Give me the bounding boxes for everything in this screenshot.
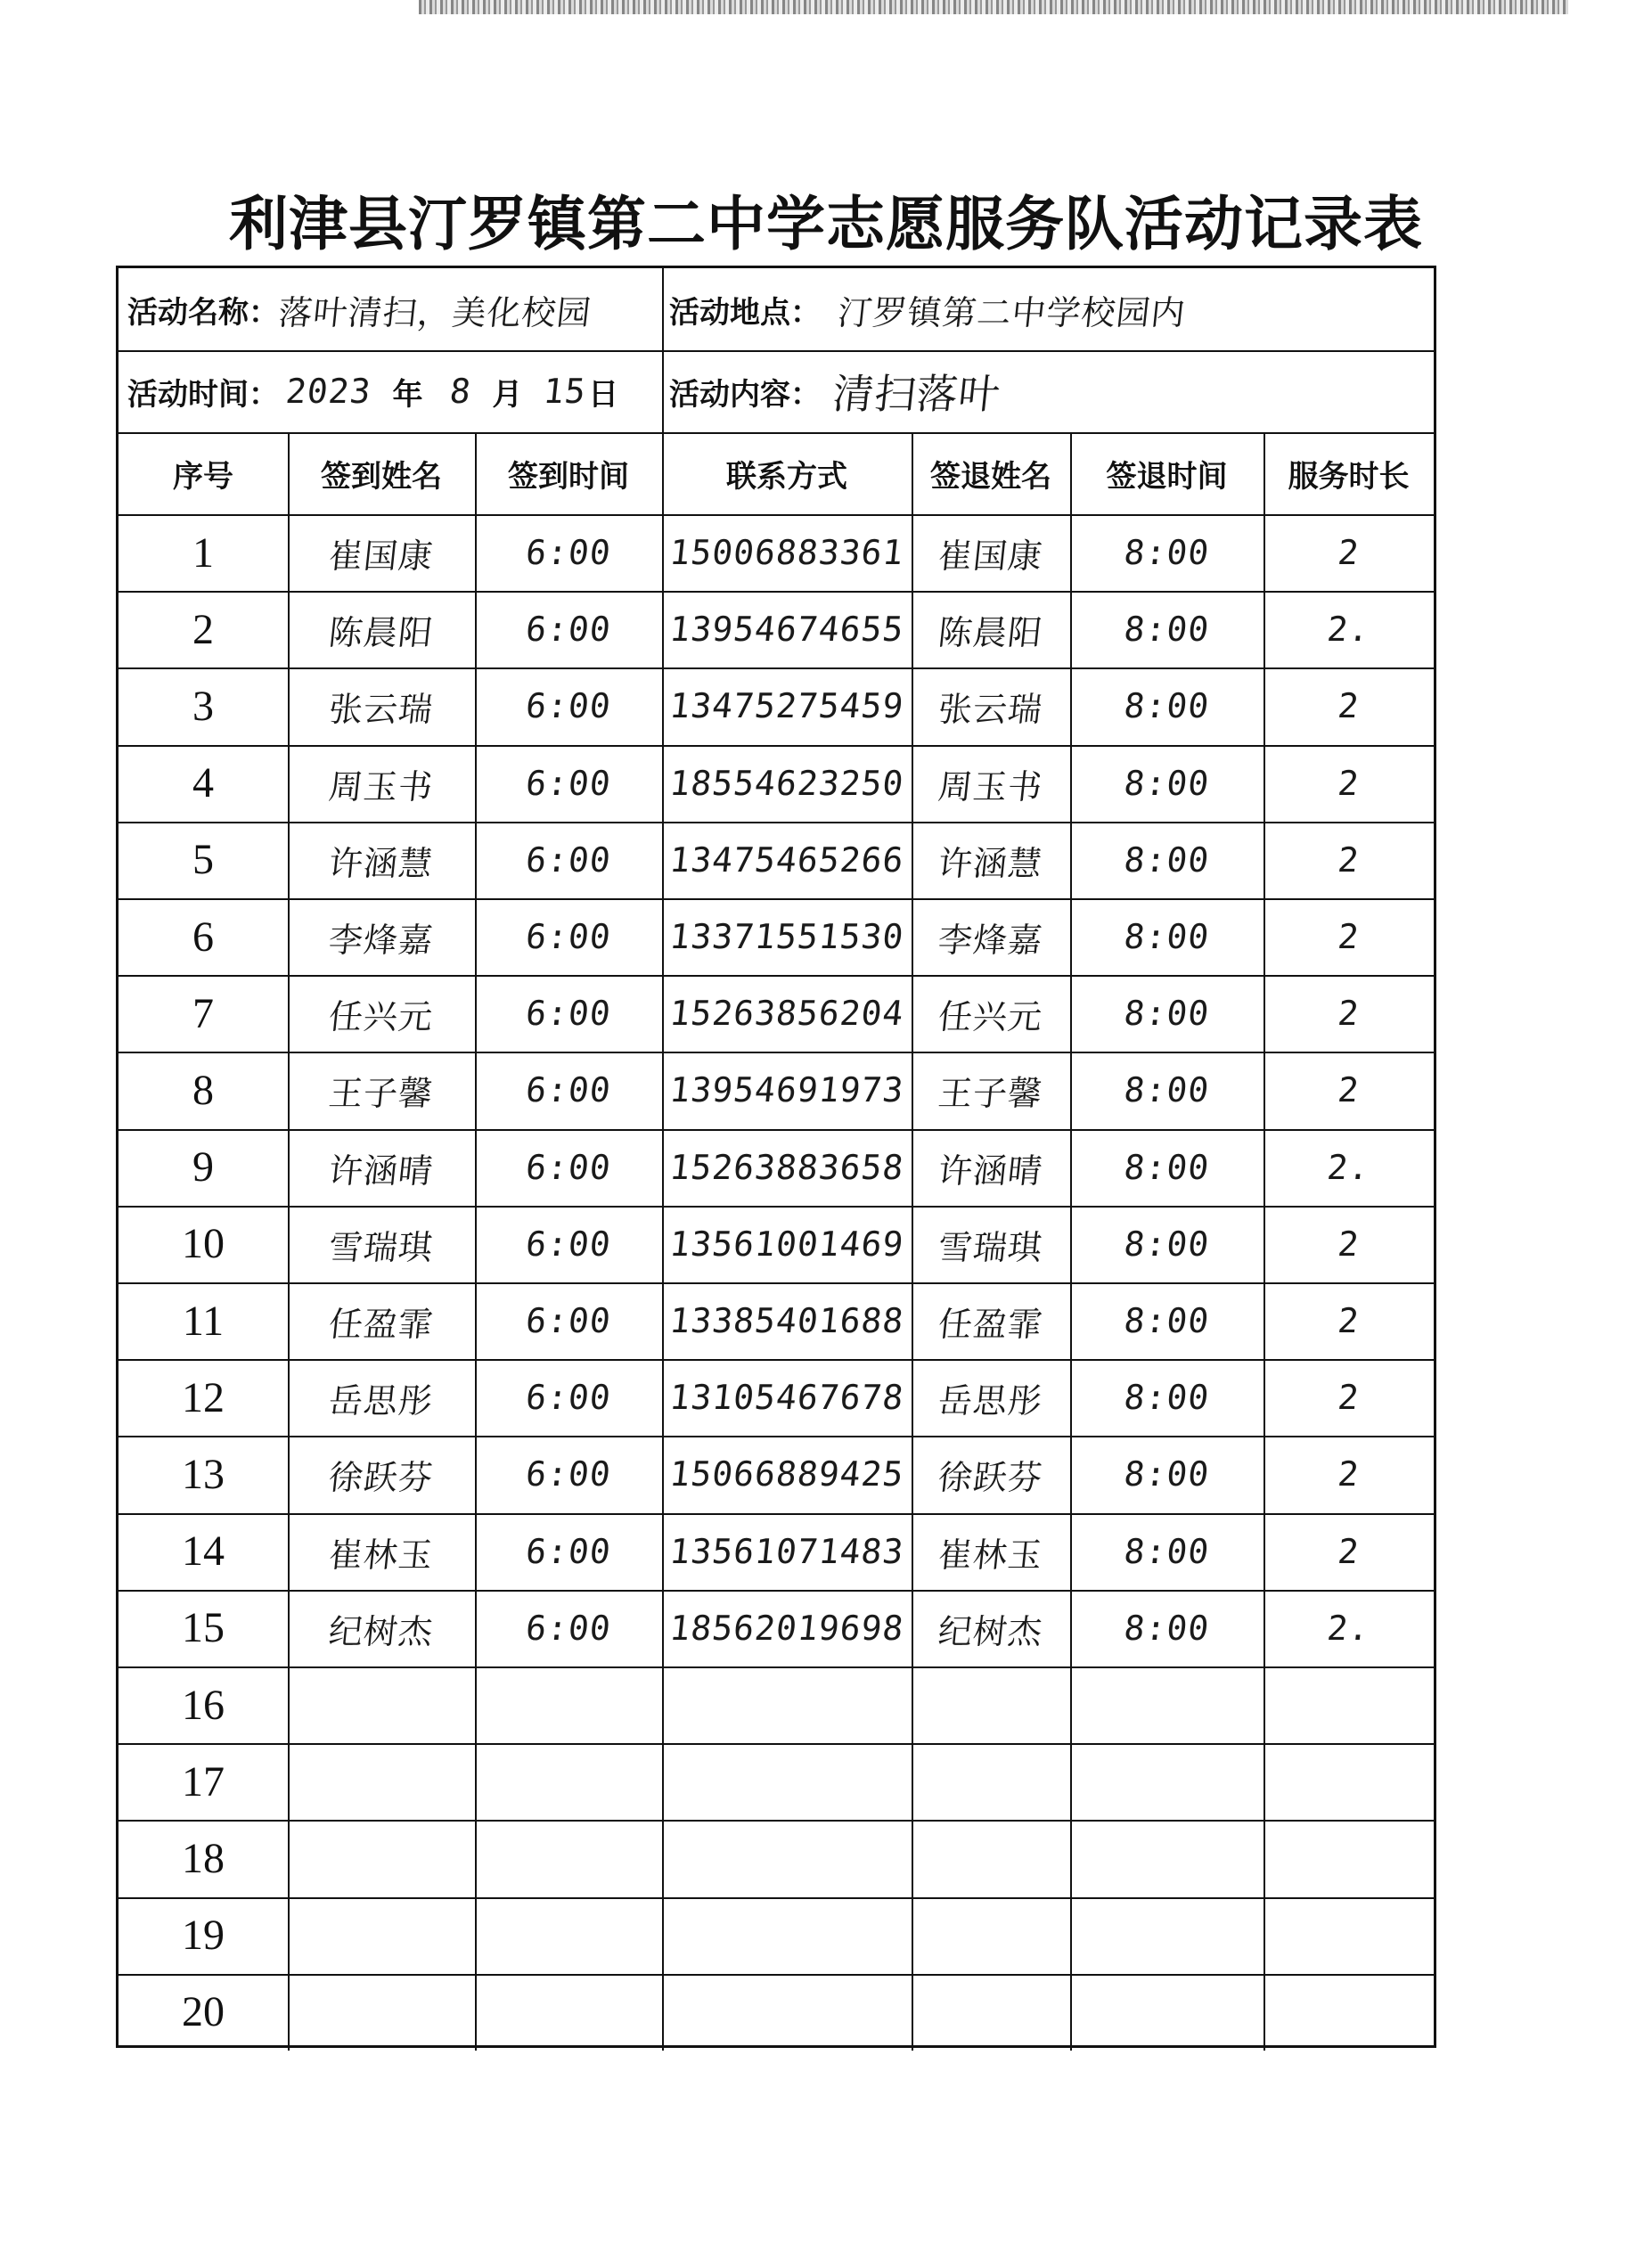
cell-sign-out-time: 8:00 bbox=[1122, 1454, 1212, 1494]
cell-service-hours: 2. bbox=[1325, 1147, 1372, 1187]
activity-name-value: 落叶清扫，美化校园 bbox=[276, 292, 593, 332]
cell-sign-in-time: 6:00 bbox=[523, 839, 614, 880]
activity-content-label: 活动内容： bbox=[669, 376, 821, 413]
cell-sign-out-name: 崔国康 bbox=[936, 536, 1045, 576]
cell-row-number: 12 bbox=[182, 1373, 225, 1421]
cell-sign-in-time: 6:00 bbox=[523, 1454, 614, 1494]
cell-row-number: 9 bbox=[192, 1143, 214, 1191]
cell-contact: 18554623250 bbox=[667, 763, 906, 803]
cell-sign-in-time: 6:00 bbox=[523, 1608, 614, 1648]
cell-sign-out-time: 8:00 bbox=[1122, 1147, 1212, 1187]
cell-sign-in-time: 6:00 bbox=[523, 610, 614, 650]
cell-contact: 15066889425 bbox=[667, 1454, 906, 1494]
cell-contact: 13105467678 bbox=[667, 1378, 906, 1418]
table-row bbox=[119, 745, 1434, 822]
cell-contact bbox=[658, 1820, 915, 1896]
cell-row-number: 17 bbox=[182, 1757, 225, 1806]
month-unit: 月 bbox=[492, 376, 523, 413]
table-row bbox=[119, 1206, 1434, 1282]
cell-sign-out-time bbox=[1066, 1820, 1267, 1896]
cell-row-number: 7 bbox=[192, 989, 214, 1037]
cell-contact: 13954691973 bbox=[667, 1070, 906, 1110]
cell-sign-in-name: 王子馨 bbox=[326, 1073, 436, 1113]
column-header-sign-in-time: 签到时间 bbox=[508, 458, 629, 495]
cell-row-number: 4 bbox=[192, 759, 214, 807]
cell-service-hours: 2 bbox=[1336, 763, 1362, 803]
table-row bbox=[119, 822, 1434, 898]
cell-row-number: 8 bbox=[192, 1066, 214, 1114]
cell-contact: 13371551530 bbox=[667, 917, 906, 957]
cell-sign-out-time: 8:00 bbox=[1122, 1301, 1212, 1341]
cell-service-hours: 2 bbox=[1336, 1224, 1362, 1264]
cell-sign-in-time: 6:00 bbox=[523, 1147, 614, 1187]
table-row bbox=[119, 1666, 1434, 1743]
cell-contact bbox=[658, 1666, 915, 1743]
cell-sign-out-time bbox=[1066, 1743, 1267, 1820]
cell-sign-in-name: 雪瑞琪 bbox=[326, 1227, 436, 1267]
cell-service-hours: 2 bbox=[1336, 1378, 1362, 1418]
page-title: 利津县汀罗镇第二中学志愿服务队活动记录表 bbox=[229, 190, 1423, 258]
table-row bbox=[119, 667, 1434, 744]
activity-location-label: 活动地点： bbox=[669, 294, 821, 331]
cell-service-hours: 2 bbox=[1336, 1454, 1362, 1494]
cell-sign-out-name: 许涵晴 bbox=[936, 1150, 1045, 1191]
activity-name-field bbox=[127, 268, 662, 350]
activity-location-field bbox=[669, 268, 1435, 350]
cell-sign-in-time: 6:00 bbox=[523, 1378, 614, 1418]
day-unit: 日 bbox=[588, 376, 619, 413]
activity-content-field bbox=[669, 350, 1435, 432]
activity-time-field bbox=[127, 350, 662, 432]
cell-row-number: 6 bbox=[192, 913, 214, 961]
cell-sign-in-name bbox=[283, 1897, 478, 1974]
cell-sign-in-time: 6:00 bbox=[523, 1224, 614, 1264]
cell-row-number: 2 bbox=[192, 605, 214, 653]
cell-service-hours: 2 bbox=[1336, 839, 1362, 880]
cell-service-hours: 2 bbox=[1336, 686, 1362, 726]
cell-sign-in-name: 任盈霏 bbox=[326, 1304, 436, 1344]
cell-sign-out-time: 8:00 bbox=[1122, 533, 1212, 573]
cell-row-number: 10 bbox=[182, 1220, 225, 1268]
cell-sign-out-name: 徐跃芬 bbox=[936, 1457, 1045, 1497]
cell-sign-out-name: 陈晨阳 bbox=[936, 612, 1045, 652]
activity-year-value: 2023 bbox=[283, 372, 373, 411]
table-row bbox=[119, 1820, 1434, 1896]
cell-sign-in-time bbox=[470, 1743, 666, 1820]
cell-sign-out-time: 8:00 bbox=[1122, 1378, 1212, 1418]
cell-contact: 13385401688 bbox=[667, 1301, 906, 1341]
cell-service-hours: 2 bbox=[1336, 533, 1362, 573]
cell-sign-out-time bbox=[1066, 1897, 1267, 1974]
table-row bbox=[119, 1974, 1434, 2051]
activity-record-table bbox=[116, 266, 1436, 2048]
table-row bbox=[119, 1897, 1434, 1974]
cell-sign-out-time: 8:00 bbox=[1122, 1608, 1212, 1648]
cell-sign-in-time: 6:00 bbox=[523, 686, 614, 726]
cell-sign-in-time bbox=[470, 1897, 666, 1974]
table-row bbox=[119, 1743, 1434, 1820]
table-row bbox=[119, 898, 1434, 975]
cell-service-hours bbox=[1259, 1743, 1437, 1820]
column-header-contact: 联系方式 bbox=[726, 458, 847, 495]
cell-service-hours: 2. bbox=[1325, 610, 1372, 650]
cell-row-number: 13 bbox=[182, 1450, 225, 1498]
cell-sign-out-time bbox=[1066, 1974, 1267, 2051]
activity-time-label: 活动时间： bbox=[127, 376, 279, 413]
cell-contact: 13561071483 bbox=[667, 1531, 906, 1571]
cell-sign-out-time: 8:00 bbox=[1122, 1070, 1212, 1110]
cell-sign-out-time: 8:00 bbox=[1122, 1531, 1212, 1571]
cell-service-hours: 2 bbox=[1336, 1301, 1362, 1341]
cell-sign-in-name: 岳思彤 bbox=[326, 1380, 436, 1421]
cell-row-number: 14 bbox=[182, 1527, 225, 1576]
year-unit: 年 bbox=[392, 376, 423, 413]
cell-sign-in-name: 许涵慧 bbox=[326, 843, 436, 883]
activity-month-value: 8 bbox=[447, 372, 473, 411]
cell-contact: 18562019698 bbox=[667, 1608, 906, 1648]
cell-service-hours: 2 bbox=[1336, 994, 1362, 1034]
column-header-row-number: 序号 bbox=[173, 458, 233, 495]
cell-sign-in-name: 陈晨阳 bbox=[326, 612, 436, 652]
cell-row-number: 18 bbox=[182, 1834, 225, 1882]
activity-location-value: 汀罗镇第二中学校园内 bbox=[836, 292, 1188, 332]
cell-contact: 13954674655 bbox=[667, 610, 906, 650]
cell-sign-out-name: 任盈霏 bbox=[936, 1304, 1045, 1344]
cell-sign-in-name: 任兴元 bbox=[326, 996, 436, 1036]
cell-service-hours: 2 bbox=[1336, 1070, 1362, 1110]
column-header-service-hours: 服务时长 bbox=[1288, 458, 1410, 495]
table-row bbox=[119, 1282, 1434, 1359]
cell-service-hours: 2. bbox=[1325, 1608, 1372, 1648]
cell-sign-in-name bbox=[283, 1743, 478, 1820]
cell-sign-in-time: 6:00 bbox=[523, 917, 614, 957]
cell-sign-out-name bbox=[907, 1666, 1074, 1743]
cell-sign-in-time: 6:00 bbox=[523, 1301, 614, 1341]
scan-edge-artifact bbox=[419, 0, 1568, 14]
cell-sign-in-name bbox=[283, 1820, 478, 1896]
cell-sign-out-name bbox=[907, 1820, 1074, 1896]
cell-sign-in-name: 崔林玉 bbox=[326, 1535, 436, 1575]
cell-contact: 13561001469 bbox=[667, 1224, 906, 1264]
cell-service-hours bbox=[1259, 1974, 1437, 2051]
cell-sign-out-time: 8:00 bbox=[1122, 686, 1212, 726]
cell-sign-in-time: 6:00 bbox=[523, 1531, 614, 1571]
cell-sign-in-time: 6:00 bbox=[523, 994, 614, 1034]
cell-contact bbox=[658, 1897, 915, 1974]
cell-service-hours bbox=[1259, 1897, 1437, 1974]
cell-sign-out-time: 8:00 bbox=[1122, 763, 1212, 803]
cell-sign-out-name: 许涵慧 bbox=[936, 843, 1045, 883]
cell-sign-in-name: 张云瑞 bbox=[326, 689, 436, 729]
cell-contact bbox=[658, 1743, 915, 1820]
cell-service-hours: 2 bbox=[1336, 1531, 1362, 1571]
cell-sign-in-time: 6:00 bbox=[523, 533, 614, 573]
table-row bbox=[119, 1513, 1434, 1590]
table-row bbox=[119, 1436, 1434, 1512]
cell-row-number: 11 bbox=[182, 1297, 225, 1345]
column-header-sign-out-time: 签退时间 bbox=[1106, 458, 1228, 495]
cell-contact: 15263856204 bbox=[667, 994, 906, 1034]
cell-sign-out-time: 8:00 bbox=[1122, 839, 1212, 880]
table-row bbox=[119, 1052, 1434, 1128]
cell-sign-in-name bbox=[283, 1666, 478, 1743]
table-row bbox=[119, 1359, 1434, 1436]
cell-sign-out-time: 8:00 bbox=[1122, 917, 1212, 957]
cell-sign-out-name: 李烽嘉 bbox=[936, 920, 1045, 960]
activity-content-value: 清扫落叶 bbox=[830, 370, 1003, 418]
cell-sign-out-time bbox=[1066, 1666, 1267, 1743]
table-row bbox=[119, 514, 1434, 591]
cell-sign-out-time: 8:00 bbox=[1122, 610, 1212, 650]
cell-row-number: 16 bbox=[182, 1681, 225, 1729]
cell-sign-out-name: 崔林玉 bbox=[936, 1535, 1045, 1575]
cell-row-number: 3 bbox=[192, 682, 214, 730]
cell-row-number: 15 bbox=[182, 1604, 225, 1652]
table-row bbox=[119, 1129, 1434, 1206]
table-row bbox=[119, 1590, 1434, 1666]
cell-sign-out-name bbox=[907, 1974, 1074, 2051]
cell-sign-out-name: 周玉书 bbox=[936, 766, 1045, 807]
activity-name-label: 活动名称： bbox=[127, 294, 279, 331]
cell-contact: 13475465266 bbox=[667, 839, 906, 880]
cell-row-number: 1 bbox=[192, 528, 214, 577]
cell-sign-out-name: 雪瑞琪 bbox=[936, 1227, 1045, 1267]
cell-sign-in-name: 李烽嘉 bbox=[326, 920, 436, 960]
cell-service-hours bbox=[1259, 1666, 1437, 1743]
cell-contact: 13475275459 bbox=[667, 686, 906, 726]
cell-sign-out-time: 8:00 bbox=[1122, 1224, 1212, 1264]
table-row bbox=[119, 591, 1434, 667]
table-row bbox=[119, 975, 1434, 1052]
cell-sign-out-name: 岳思彤 bbox=[936, 1380, 1045, 1421]
cell-sign-in-name: 周玉书 bbox=[326, 766, 436, 807]
cell-sign-in-time: 6:00 bbox=[523, 763, 614, 803]
cell-sign-in-name bbox=[283, 1974, 478, 2051]
cell-row-number: 5 bbox=[192, 836, 214, 884]
info-divider bbox=[662, 268, 664, 432]
cell-sign-out-time: 8:00 bbox=[1122, 994, 1212, 1034]
cell-sign-in-name: 许涵晴 bbox=[326, 1150, 436, 1191]
cell-sign-out-name bbox=[907, 1897, 1074, 1974]
cell-row-number: 19 bbox=[182, 1912, 225, 1960]
cell-sign-in-name: 崔国康 bbox=[326, 536, 436, 576]
cell-row-number: 20 bbox=[182, 1988, 225, 2036]
cell-sign-in-time bbox=[470, 1974, 666, 2051]
cell-service-hours: 2 bbox=[1336, 917, 1362, 957]
activity-day-value: 15 bbox=[542, 372, 589, 411]
cell-sign-out-name bbox=[907, 1743, 1074, 1820]
cell-sign-in-name: 纪树杰 bbox=[326, 1611, 436, 1651]
cell-contact bbox=[658, 1974, 915, 2051]
cell-sign-in-time: 6:00 bbox=[523, 1070, 614, 1110]
cell-sign-out-name: 王子馨 bbox=[936, 1073, 1045, 1113]
cell-sign-out-name: 纪树杰 bbox=[936, 1611, 1045, 1651]
cell-sign-in-time bbox=[470, 1666, 666, 1743]
column-header-sign-in-name: 签到姓名 bbox=[321, 458, 442, 495]
cell-contact: 15006883361 bbox=[667, 533, 906, 573]
cell-sign-in-name: 徐跃芬 bbox=[326, 1457, 436, 1497]
cell-sign-out-name: 张云瑞 bbox=[936, 689, 1045, 729]
cell-sign-out-name: 任兴元 bbox=[936, 996, 1045, 1036]
cell-service-hours bbox=[1259, 1820, 1437, 1896]
cell-contact: 15263883658 bbox=[667, 1147, 906, 1187]
column-header-sign-out-name: 签退姓名 bbox=[930, 458, 1051, 495]
cell-sign-in-time bbox=[470, 1820, 666, 1896]
